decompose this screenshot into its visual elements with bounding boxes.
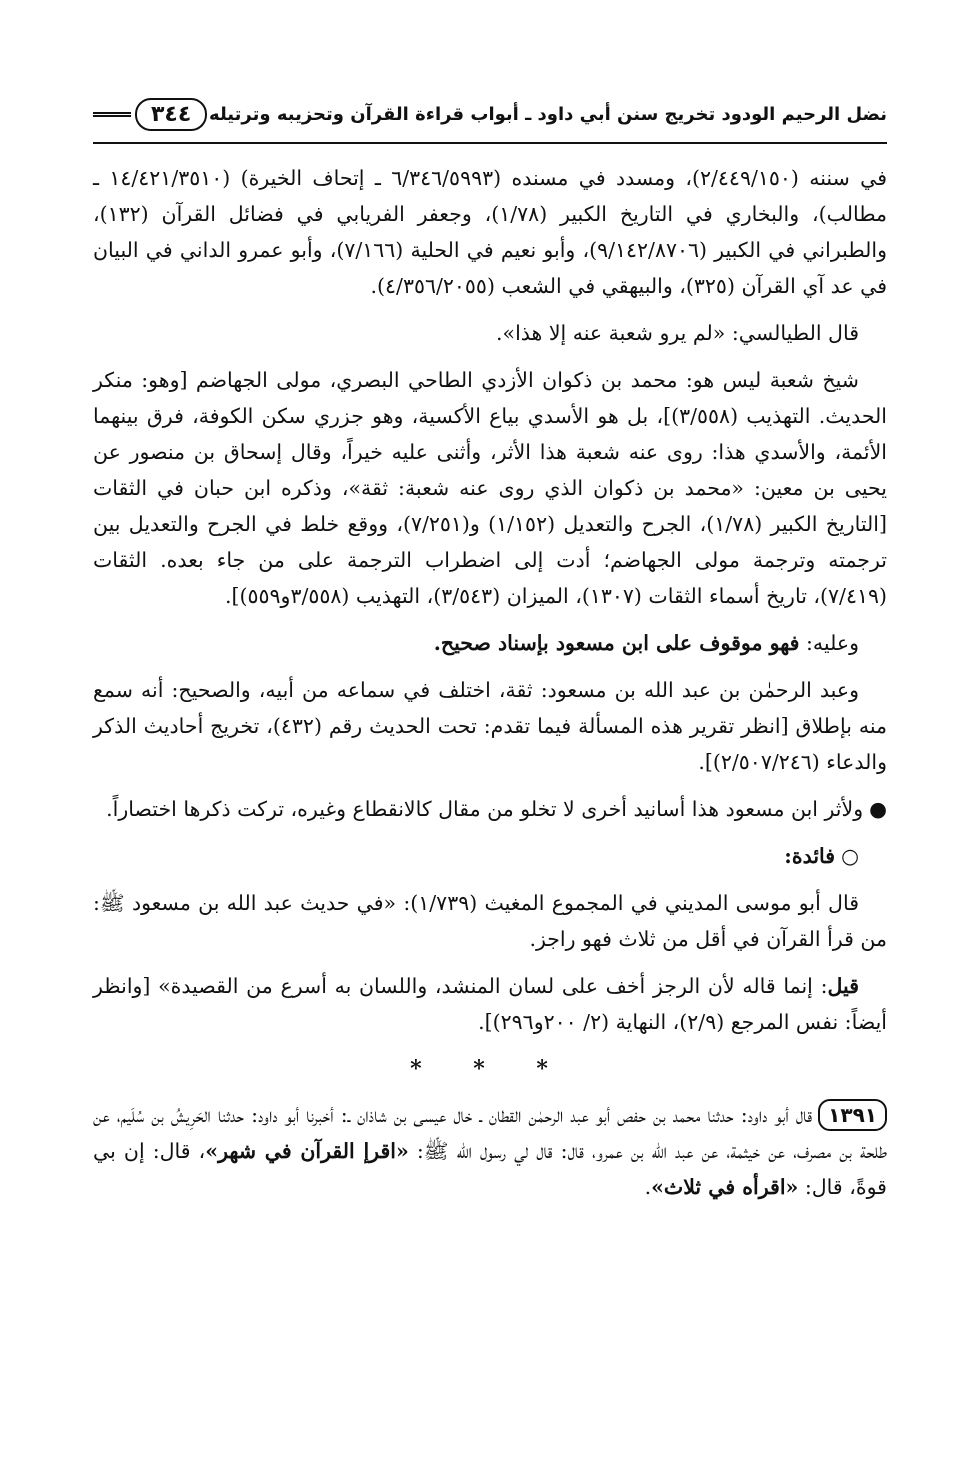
paragraph-qila [93, 968, 887, 1040]
paragraph-shuba-shaykh: شيخ شعبة ليس هو: محمد بن ذكوان الأزدي الطاحي البصري، مولى الجهاضم [وهو: منكر الحديث. التهذيب (٣/٥٥٨)]، بل هو الأسدي بياع الأكسية، وهو جزري سكن الكوفة، فرق بينهما الأئمة، والأسدي هذا: روى عنه شعبة هذا الأثر، وأثنى عليه خيراً، وقال إسحاق بن منصور عن يحيى بن معين: «محمد بن ذكوان الذي روى عنه شعبة: ثقة»، وذكره ابن حبان في الثقات [التاريخ الكبير (١/٧٨)، الجرح والتعديل (١/١٥٢) و(٧/٢٥١)، ووقع خلط في الجرح والتعديل بين ترجمته وترجمة مولى الجهاضم؛ أدت إلى اضطراب الترجمة على من جاء بعده. الثقات (٧/٤١٩)، تاريخ أسماء الثقات (١٣٠٧)، الميزان (٣/٥٤٣)، التهذيب (٣/٥٥٨و٥٥٩)]. [93, 368, 888, 608]
page-body [93, 160, 887, 1216]
hadith-middle: ، قال: إن بي قوةً، قال: [93, 1139, 887, 1199]
paragraph-benefit-heading [93, 838, 887, 874]
paragraph-sources: في سننه (٢/٤٤٩/١٥٠)، ومسدد في مسنده (٦/٣٤٦/٥٩٩٣ ـ إتحاف الخيرة) (١٤/٤٢١/٣٥١٠ ـ مطالب)، والبخاري في التاريخ الكبير (١/٧٨)، وجعفر الفريابي في فضائل القرآن (١٣٢)، والطبراني في الكبير (٩/١٤٢/٨٧٠٦)، وأبو نعيم في الحلية (٧/١٦٦)، وأبو عمرو الداني في البيان في عد آي القرآن (٣٢٥)، والبيهقي في الشعب (٤/٣٥٦/٢٠٥٥). [93, 166, 887, 298]
hadith-number-badge: ١٣٩١ [818, 1099, 887, 1131]
benefit-heading: فائدة: [784, 844, 836, 868]
hadith-quote-three: «اقرأه في ثلاث» [651, 1175, 799, 1199]
page-number-badge [93, 98, 207, 131]
qila-text: : إنما قاله لأن الرجز أخف على لسان المنشد، واللسان به أسرع من القصيدة» [وانظر أيضاً: نفس المرجع (٢/٩)، النهاية (٢/ ٢٠٠و٢٩٦)]. [93, 974, 887, 1034]
paragraph-madini-quote: قال أبو موسى المديني في المجموع المغيث (١/٧٣٩): «في حديث عبد الله بن مسعود ﷺ: من قرأ القرآن في أقل من ثلاث فهو راجز. [93, 891, 887, 951]
other-chains-text: ولأثر ابن مسعود هذا أسانيد أخرى لا تخلو من مقال كالانقطاع وغيره، تركت ذكرها اختصاراً. [106, 797, 864, 821]
section-separator-stars: * * * [410, 1056, 570, 1082]
page-number: ٣٤٤ [135, 98, 207, 131]
paragraph-hadith [93, 1097, 887, 1205]
conclusion-verdict: فهو موقوف على ابن مسعود بإسناد صحيح. [433, 631, 800, 655]
hadith-chain: قال أبو داود: حدثنا محمد بن حفص أبو عبد الرحمٰن القطان ـ خال عيسى بن شاذان ـ: أخبرنا أبو داود: حدثنا الحَرِيشُ بن سُلَيم، عن طلحة بن مصرف، عن خيثمة، عن عبد الله بن عمرو، قال: قال لي رسول الله ﷺ: [93, 1103, 888, 1163]
paragraph-other-chains [93, 791, 887, 827]
header-rule-ornament [93, 112, 131, 117]
hadith-quote-month: «اقرإ القرآن في شهر» [205, 1139, 409, 1163]
qila-label: قيل [827, 974, 859, 998]
hadith-end: . [644, 1175, 652, 1199]
conclusion-prefix: وعليه: [799, 631, 859, 655]
paragraph-tayalisi: قال الطيالسي: «لم يرو شعبة عنه إلا هذا». [496, 321, 859, 345]
hollow-bullet-icon: ○ [841, 844, 859, 868]
page-header [93, 86, 887, 144]
running-title: نضل الرحيم الودود تخريج سنن أبي داود ـ أبواب قراءة القرآن وتحزيبه وترتيله [209, 103, 887, 125]
paragraph-abdulrahman: وعبد الرحمٰن بن عبد الله بن مسعود: ثقة، اختلف في سماعه من أبيه، والصحيح: أنه سمع منه بإطلاق [انظر تقرير هذه المسألة فيما تقدم: تحت الحديث رقم (٤٣٢)، تخريج أحاديث الذكر والدعاء (٢/٥٠٧/٢٤٦)]. [93, 678, 888, 774]
filled-bullet-icon: ● [869, 797, 887, 821]
paragraph-conclusion [93, 625, 887, 661]
